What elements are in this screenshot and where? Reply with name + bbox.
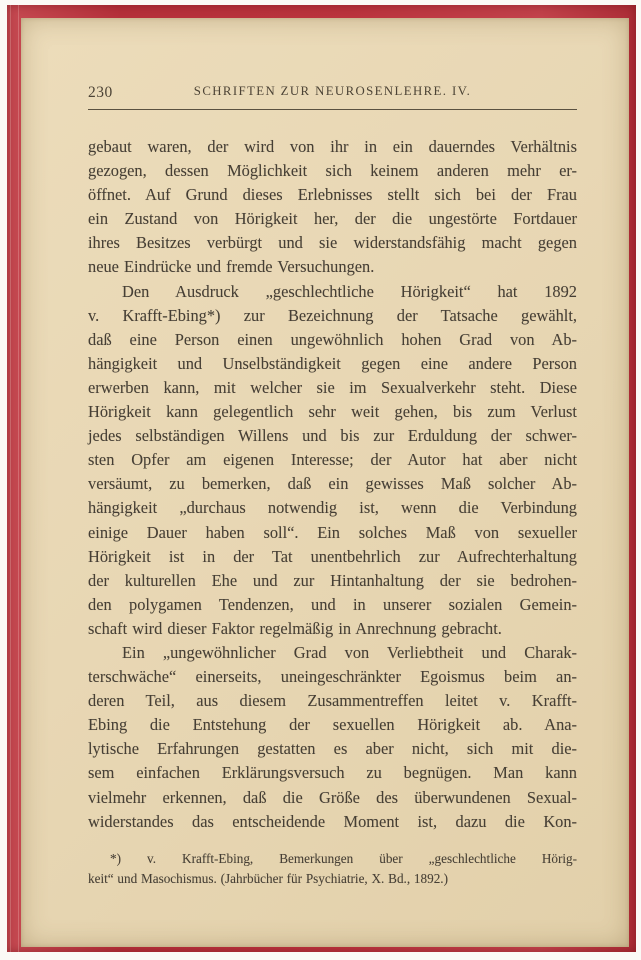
text-line: daß eine Person einen ungewöhnlich hohen Grad von Ab- [88,329,577,349]
text-line: hängigkeit „durchaus notwendig ist, wenn die Verbindung [88,498,577,518]
text-line: den polygamen Tendenzen, und in unserer sozialen Gemein- [88,594,577,614]
text-line: Den Ausdruck „geschlechtliche Hörigkeit“ hat 1892 [122,281,577,301]
paragraph [88,641,577,834]
text-line: lytische Erfahrungen gestatten es aber nicht, sich mit die- [88,739,577,759]
text-line: Ein „ungewöhnlicher Grad von Verliebtheit und Charak- [122,642,577,662]
text-line: jedes selbständigen Willens und bis zur Erduldung der schwer- [88,426,577,446]
text-line: der kulturellen Ehe und zur Hintanhaltung der sie bedrohen- [88,570,577,590]
text-line: terschwäche“ einerseits, uneingeschränkter Egoismus beim an- [88,667,577,687]
page-number: 230 [88,84,113,101]
book-page [21,18,629,947]
text-line: versäumt, zu bemerken, daß ein gewisses Maß solcher Ab- [88,474,577,494]
text-line: öffnet. Auf Grund dieses Erlebnisses stellt sich bei der Frau [88,185,577,205]
text-line: einige Dauer haben soll“. Ein solches Maß von sexueller [88,522,577,542]
body-text [88,135,577,834]
paragraph [88,280,577,641]
paragraph-continued [88,135,577,280]
page-header [88,84,577,110]
text-line: v. Krafft-Ebing*) zur Bezeichnung der Tatsache gewählt, [88,305,577,325]
text-line: erwerben kann, mit welcher sie im Sexualverkehr steht. Diese [88,377,577,397]
text-line: Ebing die Entstehung der sexuellen Hörigkeit ab. Ana- [88,715,577,735]
text-line: Hörigkeit kann gelegentlich sehr weit gehen, bis zum Verlust [88,402,577,422]
text-line: gezogen, dessen Möglichkeit sich keinem anderen mehr er- [88,161,577,181]
text-line: vielmehr erkennen, daß die Größe des überwundenen Sexual- [88,787,577,807]
text-line: schaft wird dieser Faktor regelmäßig in Anrechnung gebracht. [88,618,502,638]
text-line: ihres Besitzes verbürgt und sie widerstandsfähig macht gegen [88,233,577,253]
text-line: neue Eindrücke und fremde Versuchungen. [88,257,375,277]
text-line: deren Teil, aus diesem Zusammentreffen leitet v. Krafft- [88,691,577,711]
running-title: SCHRIFTEN ZUR NEUROSENLEHRE. IV. [193,84,472,98]
text-line: ein Zustand von Hörigkeit her, der die ungestörte Fortdauer [88,209,577,229]
text-line: keit“ und Masochismus. (Jahrbücher für Psychiatrie, X. Bd., 1892.) [88,870,448,886]
text-line: gebaut waren, der wird von ihr in ein dauerndes Verhältnis [88,137,577,156]
footnote [88,849,577,889]
text-line: Hörigkeit ist in der Tat unentbehrlich zur Aufrechterhaltung [88,546,577,566]
text-line: sten Opfer am eigenen Interesse; der Autor hat aber nicht [88,450,577,470]
text-line: widerstandes das entscheidende Moment ist, dazu die Kon- [88,811,577,831]
text-line: *) v. Krafft-Ebing, Bemerkungen über „geschlechtliche Hörig- [110,850,577,866]
scan-red-page-edge [7,5,636,952]
text-line: sem einfachen Erklärungsversuch zu begnügen. Man kann [88,763,577,783]
text-line: hängigkeit und Unselbständigkeit gegen eine andere Person [88,353,577,373]
